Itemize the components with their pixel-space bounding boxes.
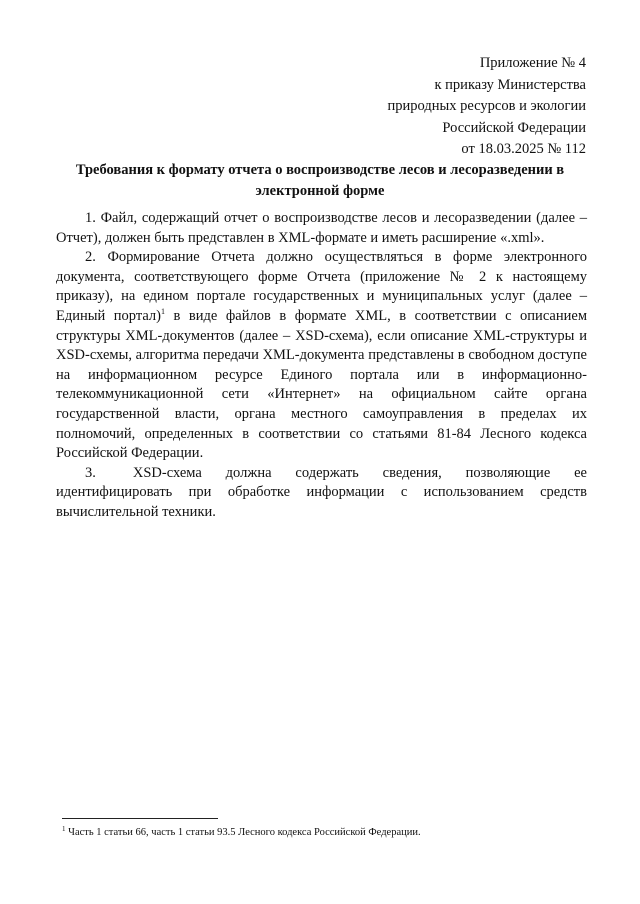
document-title-line-2: электронной форме <box>255 183 385 199</box>
appendix-line-date: от 18.03.2025 № 112 <box>461 141 586 157</box>
paragraph-3 <box>56 464 587 523</box>
footnote <box>62 826 421 839</box>
appendix-line-order: к приказу Министерства <box>434 76 586 93</box>
footnote-separator <box>62 818 218 819</box>
appendix-line-country: Российской Федерации <box>442 119 586 136</box>
paragraph-2 <box>56 248 587 464</box>
paragraph-2-text-end: в виде файлов в формате XML, в соответствии с описанием структуры XML-документов (далее – XSD-схема), если описание XML-структуры и XSD-схемы, алгоритма передачи XML-документа представлены в свободном доступе на информационном ресурсе Единого портала или в информационно-телекоммуникационной сети «Интернет» на официальном сайте органа государственной власти, органа местного самоуправления в пределах их полномочий, определенных в соответствии со статьями 81-84 Лесного кодекса Российской Федерации. <box>56 307 588 462</box>
document-body <box>56 209 587 523</box>
footnote-mark: 1 <box>62 825 66 833</box>
appendix-reference <box>388 53 586 161</box>
appendix-line-number: Приложение № 4 <box>479 55 586 71</box>
footnote-text: Часть 1 статьи 66, часть 1 статьи 93.5 Лесного кодекса Российской Федерации. <box>65 827 421 838</box>
document-title-line-1: Требования к формату отчета о воспроизводстве лесов и лесоразведении в <box>75 162 565 178</box>
appendix-line-ministry: природных ресурсов и экологии <box>387 98 586 114</box>
paragraph-3-text: XSD-схема должна содержать сведения, позволяющие ее идентифицировать при обработке информации с использованием средств вычислительной техники. <box>56 464 587 520</box>
paragraph-2-text-start: 2. Формирование Отчета должно осуществляться в форме электронного документа, соответствующего форме Отчета (приложение № 2 к настоящему приказу), на едином портале государственных и муниципальных услуг (далее – Единый портал) <box>56 249 587 324</box>
footnote-reference-mark: 1 <box>161 306 166 316</box>
document-title <box>56 160 584 202</box>
paragraph-1: 1. Файл, содержащий отчет о воспроизводстве лесов и лесоразведении (далее – Отчет), должен быть представлен в XML-формате и иметь расширение «.xml». <box>56 210 587 246</box>
paragraph-3-number: 3. <box>85 464 96 481</box>
